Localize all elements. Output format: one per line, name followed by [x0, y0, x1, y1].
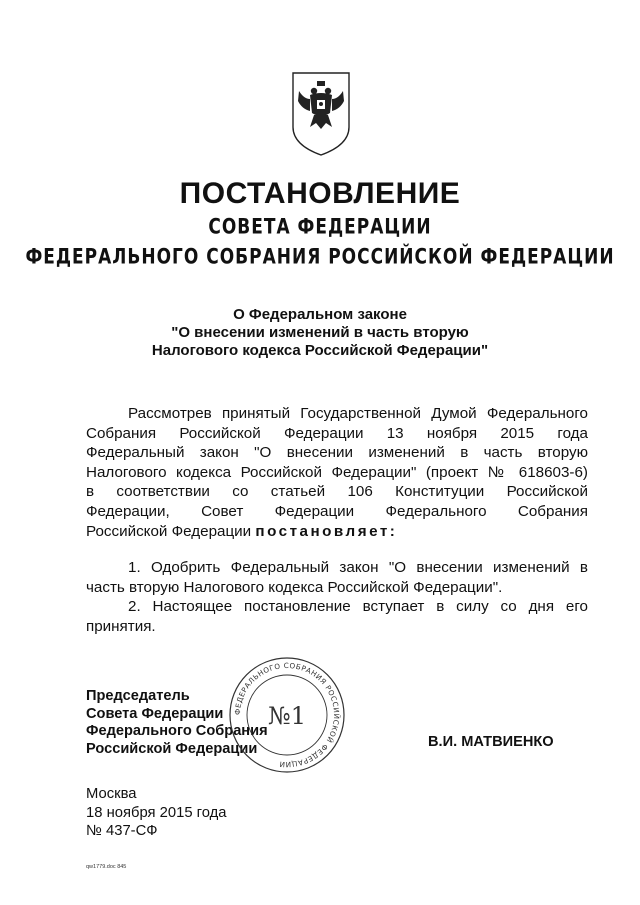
document-title: ПОСТАНОВЛЕНИЕ	[179, 177, 461, 210]
item-2-line: принятия.	[86, 617, 156, 635]
signatory-position-line: Председатель	[86, 688, 190, 704]
preamble-line: Российской Федерации	[86, 522, 252, 540]
subject-line-3: Налогового кодекса Российской Федерации"	[151, 342, 489, 359]
signatory-position-line: Федерального Собрания	[86, 723, 268, 739]
stamp-ring-text: ФЕДЕРАЛЬНОГО СОБРАНИЯ РОССИЙСКОЙ ФЕДЕРАЦИИ	[232, 660, 342, 770]
file-reference: qw1779.doc 845	[86, 864, 127, 870]
subject-line-2: "О внесении изменений в часть вторую	[171, 324, 469, 341]
document-subtitle-assembly: ФЕДЕРАЛЬНОГО СОБРАНИЯ РОССИЙСКОЙ ФЕДЕРАЦИИ	[25, 244, 615, 270]
preamble-line: Собрания Российской Федерации 13 ноября 2015 года	[86, 424, 588, 442]
item-1-line: часть вторую Налогового кодекса Российской Федерации".	[86, 578, 503, 596]
document-number: № 437-СФ	[86, 823, 158, 839]
document-subtitle-council: СОВЕТА ФЕДЕРАЦИИ	[208, 214, 432, 240]
official-stamp	[228, 656, 346, 774]
preamble-line: Федеральный закон "О внесении изменений в часть вторую	[86, 444, 588, 462]
preamble-line: Рассмотрев принятый Государственной Думой Федерального	[128, 405, 588, 422]
signatory-position-line: Совета Федерации	[86, 705, 224, 722]
signatory-name: В.И. МАТВИЕНКО	[428, 734, 554, 750]
signatory-position-line: Российской Федерации	[86, 740, 258, 757]
city: Москва	[86, 786, 137, 802]
preamble-last-line	[86, 522, 588, 542]
item-1-line: 1. Одобрить Федеральный закон "О внесении изменений в	[128, 559, 588, 576]
resolution-items	[86, 558, 588, 636]
preamble-line: Федерации, Совет Федерации Федерального Собрания	[86, 502, 588, 520]
preamble-line: в соответствии со статьей 106 Конституции Российской	[86, 483, 588, 501]
stamp-number: №1	[268, 702, 306, 730]
resolution-verb: постановляет:	[255, 522, 398, 540]
place-and-date	[86, 785, 227, 841]
subject-line-1: О Федеральном законе	[233, 306, 407, 323]
item-2-line: 2. Настоящее постановление вступает в силу со дня его	[128, 598, 588, 616]
coat-of-arms-icon	[290, 69, 352, 157]
document-date: 18 ноября 2015 года	[86, 804, 227, 821]
preamble-line: Налогового кодекса Российской Федерации" (проект № 618603-6)	[86, 463, 588, 481]
preamble-paragraph	[86, 404, 588, 541]
